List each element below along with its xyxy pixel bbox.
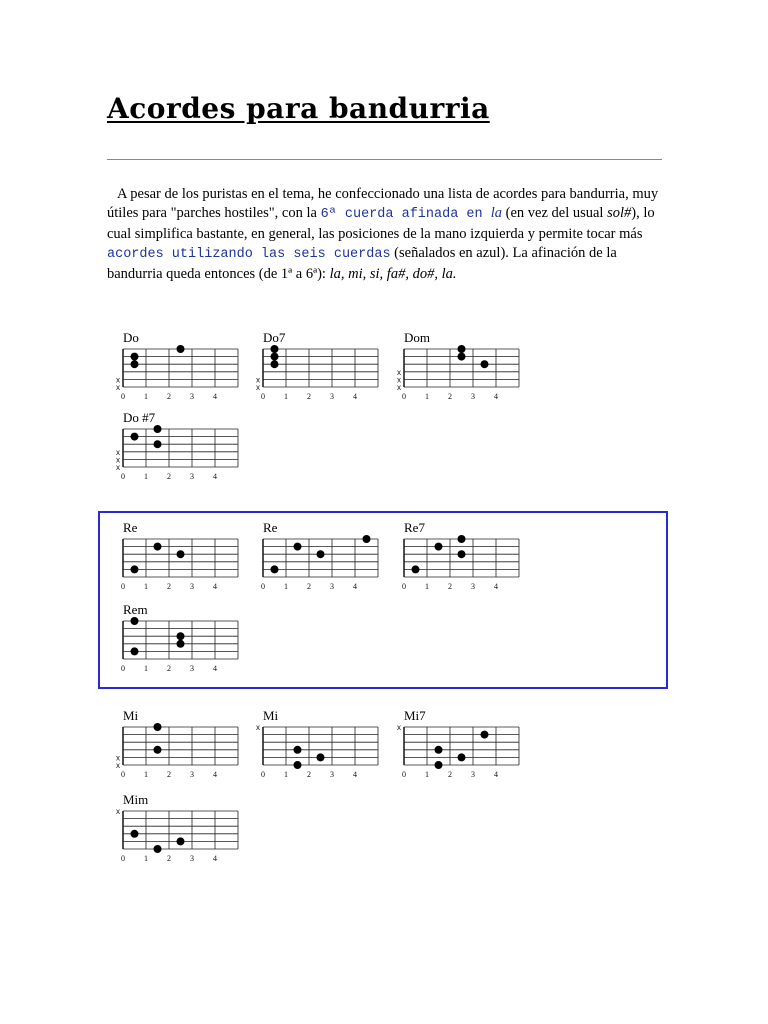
fret-label: 2 <box>448 770 452 779</box>
fretboard-grid <box>388 330 513 410</box>
fret-label: 1 <box>144 854 148 863</box>
finger-dot <box>177 632 185 640</box>
finger-dot <box>154 746 162 754</box>
chord-name: Mi7 <box>404 708 426 723</box>
fret-label: 1 <box>425 582 429 591</box>
fret-label: 1 <box>144 770 148 779</box>
fret-label: 4 <box>213 770 217 779</box>
horizontal-rule <box>107 159 662 160</box>
chord-diagram <box>247 708 372 788</box>
fret-label: 4 <box>353 392 357 401</box>
fret-label: 2 <box>307 392 311 401</box>
finger-dot <box>271 360 279 368</box>
finger-dot <box>177 550 185 558</box>
fret-label: 0 <box>261 582 265 591</box>
fret-label: 0 <box>121 664 125 673</box>
finger-dot <box>458 753 466 761</box>
fret-label: 1 <box>144 664 148 673</box>
fret-label: 3 <box>330 770 334 779</box>
fret-label: 2 <box>167 770 171 779</box>
chord-diagram <box>107 602 232 682</box>
chord-name: Do7 <box>263 330 286 345</box>
fretboard-grid <box>107 602 232 682</box>
tuning-link[interactable]: 6ª cuerda afinada en la <box>320 205 502 223</box>
chord-diagram <box>107 708 232 788</box>
chord-diagram <box>388 520 513 600</box>
finger-dot <box>154 425 162 433</box>
muted-string-mark: x <box>116 463 120 472</box>
fret-label: 2 <box>167 664 171 673</box>
fret-label: 2 <box>307 770 311 779</box>
finger-dot <box>435 746 443 754</box>
fretboard-grid <box>388 708 513 788</box>
muted-string-mark: x <box>116 383 120 392</box>
fret-label: 2 <box>167 472 171 481</box>
fret-label: 1 <box>425 770 429 779</box>
chord-diagram <box>388 330 513 410</box>
fret-label: 4 <box>213 854 217 863</box>
muted-string-mark: x <box>397 383 401 392</box>
intro-text-2: (en vez del usual <box>502 205 608 222</box>
fret-label: 2 <box>167 582 171 591</box>
finger-dot <box>131 647 139 655</box>
fret-label: 0 <box>121 582 125 591</box>
fret-label: 4 <box>213 392 217 401</box>
intro-text-4: (señalados en azul). La afinación de la bandurria queda entonces (de 1ª a 6ª): <box>107 245 617 282</box>
fret-label: 1 <box>144 472 148 481</box>
fretboard-grid <box>107 792 232 872</box>
fret-label: 1 <box>284 392 288 401</box>
chord-diagram <box>247 330 372 410</box>
fret-label: 3 <box>471 392 475 401</box>
finger-dot <box>154 440 162 448</box>
fret-label: 0 <box>121 770 125 779</box>
fretboard-grid <box>107 708 232 788</box>
intro-text-1: A pesar de los puristas en el tema, he confeccionado una lista de acordes para bandurria, muy útiles para "parches hostiles", con la <box>107 186 659 222</box>
fret-label: 0 <box>261 770 265 779</box>
chord-diagram <box>247 520 372 600</box>
finger-dot <box>271 345 279 353</box>
fretboard-grid <box>107 330 232 410</box>
muted-string-mark: x <box>397 375 401 385</box>
fret-label: 3 <box>190 472 194 481</box>
chord-name: Rem <box>123 602 148 617</box>
chord-name: Dom <box>404 330 430 345</box>
fretboard-grid <box>247 708 372 788</box>
fret-label: 3 <box>190 392 194 401</box>
tuning-notes: la, mi, si, fa#, do#, la. <box>329 265 457 282</box>
muted-string-mark: x <box>397 367 401 377</box>
fret-label: 4 <box>213 472 217 481</box>
finger-dot <box>294 746 302 754</box>
fretboard-grid <box>107 520 232 600</box>
usual-tuning: sol# <box>607 205 632 222</box>
fret-label: 3 <box>330 392 334 401</box>
muted-string-mark: x <box>256 723 260 732</box>
fret-label: 0 <box>121 854 125 863</box>
finger-dot <box>317 550 325 558</box>
finger-dot <box>435 543 443 551</box>
fret-label: 3 <box>190 854 194 863</box>
finger-dot <box>363 535 371 543</box>
finger-dot <box>317 753 325 761</box>
chord-name: Mim <box>123 792 149 807</box>
chord-diagram <box>107 520 232 600</box>
chord-name: Re7 <box>404 520 425 535</box>
chord-diagram <box>107 410 232 490</box>
finger-dot <box>458 550 466 558</box>
muted-string-mark: x <box>116 753 120 763</box>
fret-label: 4 <box>494 582 498 591</box>
fret-label: 2 <box>448 582 452 591</box>
finger-dot <box>131 565 139 573</box>
finger-dot <box>458 345 466 353</box>
fretboard-grid <box>247 520 372 600</box>
fret-label: 4 <box>353 770 357 779</box>
intro-text-3: ), lo cual simplifica bastante, en general, las posiciones de la mano izquierda y permite tocar más <box>107 205 655 242</box>
fret-label: 3 <box>330 582 334 591</box>
fret-label: 3 <box>190 770 194 779</box>
fret-label: 4 <box>353 582 357 591</box>
finger-dot <box>412 565 420 573</box>
finger-dot <box>458 353 466 361</box>
fret-label: 3 <box>190 582 194 591</box>
finger-dot <box>177 345 185 353</box>
intro-paragraph <box>107 185 667 284</box>
chord-diagram <box>107 330 232 410</box>
chord-name: Do <box>123 330 139 345</box>
fret-label: 2 <box>448 392 452 401</box>
chord-name: Mi <box>123 708 139 723</box>
finger-dot <box>481 731 489 739</box>
finger-dot <box>131 433 139 441</box>
fret-label: 4 <box>494 770 498 779</box>
page-title: Acordes para bandurria <box>107 92 490 125</box>
fret-label: 1 <box>284 770 288 779</box>
finger-dot <box>294 761 302 769</box>
chord-name: Do #7 <box>123 410 156 425</box>
muted-string-mark: x <box>116 375 120 385</box>
muted-string-mark: x <box>116 455 120 465</box>
fret-label: 1 <box>144 392 148 401</box>
muted-string-mark: x <box>397 723 401 732</box>
fret-label: 3 <box>471 770 475 779</box>
chord-name: Re <box>123 520 138 535</box>
finger-dot <box>131 360 139 368</box>
muted-string-mark: x <box>256 383 260 392</box>
chord-name: Re <box>263 520 278 535</box>
fret-label: 0 <box>121 392 125 401</box>
fret-label: 3 <box>471 582 475 591</box>
fret-label: 4 <box>494 392 498 401</box>
finger-dot <box>271 565 279 573</box>
finger-dot <box>435 761 443 769</box>
fretboard-grid <box>247 330 372 410</box>
finger-dot <box>271 353 279 361</box>
finger-dot <box>458 535 466 543</box>
fret-label: 0 <box>402 770 406 779</box>
fret-label: 2 <box>167 392 171 401</box>
finger-dot <box>131 353 139 361</box>
chord-diagram <box>107 792 232 872</box>
finger-dot <box>154 723 162 731</box>
six-strings-link[interactable]: acordes utilizando las seis cuerdas <box>107 247 391 263</box>
finger-dot <box>177 837 185 845</box>
chord-name: Mi <box>263 708 279 723</box>
finger-dot <box>154 845 162 853</box>
finger-dot <box>154 543 162 551</box>
fret-label: 2 <box>307 582 311 591</box>
fret-label: 3 <box>190 664 194 673</box>
finger-dot <box>481 360 489 368</box>
fret-label: 4 <box>213 582 217 591</box>
muted-string-mark: x <box>256 375 260 385</box>
fret-label: 0 <box>121 472 125 481</box>
fretboard-grid <box>388 520 513 600</box>
chord-diagram <box>388 708 513 788</box>
fret-label: 2 <box>167 854 171 863</box>
finger-dot <box>131 830 139 838</box>
fret-label: 4 <box>213 664 217 673</box>
fret-label: 1 <box>144 582 148 591</box>
fret-label: 0 <box>402 392 406 401</box>
muted-string-mark: x <box>116 447 120 457</box>
muted-string-mark: x <box>116 761 120 770</box>
fret-label: 1 <box>425 392 429 401</box>
finger-dot <box>131 617 139 625</box>
muted-string-mark: x <box>116 807 120 816</box>
fret-label: 0 <box>402 582 406 591</box>
finger-dot <box>177 640 185 648</box>
finger-dot <box>294 543 302 551</box>
fretboard-grid <box>107 410 232 490</box>
fret-label: 1 <box>284 582 288 591</box>
fret-label: 0 <box>261 392 265 401</box>
